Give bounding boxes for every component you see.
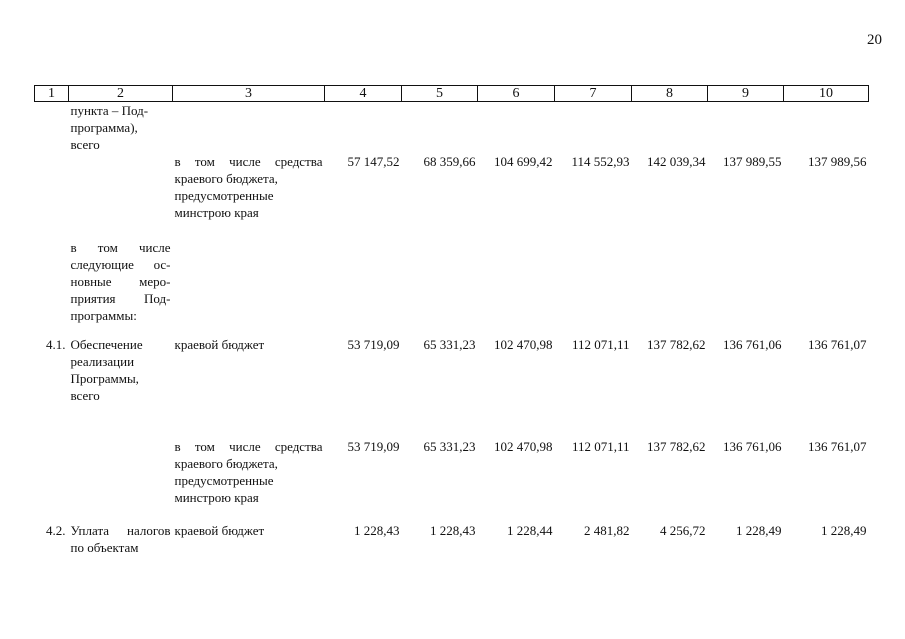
row-name-line: в том числе [70, 240, 171, 255]
row-value [632, 102, 708, 154]
row-name-line: программы: [70, 308, 137, 323]
row-value: 137 989,56 [808, 154, 867, 169]
row-value [784, 102, 869, 154]
header-row [35, 86, 869, 102]
row-value: 1 228,44 [507, 523, 553, 538]
row-source [173, 522, 325, 556]
row-value [478, 102, 555, 154]
row-name-line: программа), [70, 120, 138, 135]
row-source-line: в том числе средства [174, 154, 323, 169]
column-header-10: 10 [784, 86, 869, 102]
row-source [173, 239, 325, 324]
column-header-5: 5 [402, 86, 478, 102]
table-row [35, 522, 869, 556]
row-name-line: приятия Под- [70, 291, 171, 306]
column-header-2: 2 [69, 86, 173, 102]
row-name [69, 522, 173, 556]
row-value: 136 761,07 [808, 337, 867, 352]
table-row [35, 153, 869, 221]
row-source-line: минстрою края [174, 205, 259, 220]
row-value [784, 239, 869, 324]
row-value [708, 102, 784, 154]
row-value [325, 102, 402, 154]
row-value: 65 331,23 [423, 439, 476, 454]
row-source-line: краевого бюджета, [174, 171, 278, 186]
table-spacer [35, 221, 869, 239]
column-header-9: 9 [708, 86, 784, 102]
row-name-line: пункта – Под- [70, 103, 149, 118]
table-row [35, 239, 869, 324]
row-source-line: краевого бюджета, [174, 456, 278, 471]
row-value: 1 228,49 [821, 523, 867, 538]
row-number: 4.1. [46, 337, 66, 352]
row-name-line: всего [70, 137, 100, 152]
column-header-1: 1 [35, 86, 69, 102]
column-header-8: 8 [632, 86, 708, 102]
row-name [69, 102, 173, 154]
row-source-line: минстрою края [174, 490, 259, 505]
table-row [35, 336, 869, 404]
page-number: 20 [867, 32, 882, 48]
column-header-6: 6 [478, 86, 555, 102]
row-source [173, 153, 325, 221]
row-value [555, 102, 632, 154]
row-value: 112 071,11 [571, 439, 630, 454]
row-value: 136 761,06 [723, 439, 782, 454]
row-number [35, 239, 69, 324]
row-value: 114 552,93 [571, 154, 630, 169]
row-value: 68 359,66 [423, 154, 476, 169]
row-value: 136 761,07 [808, 439, 867, 454]
row-value: 53 719,09 [347, 337, 400, 352]
table-row [35, 438, 869, 506]
row-source-line: краевой бюджет [174, 337, 265, 352]
row-value: 112 071,11 [571, 337, 630, 352]
column-header-4: 4 [325, 86, 402, 102]
row-number [35, 102, 69, 154]
row-value: 137 782,62 [647, 439, 706, 454]
column-header-3: 3 [173, 86, 325, 102]
row-source [173, 336, 325, 404]
row-name-line: реализации [70, 354, 135, 369]
row-name-line: Обеспечение [70, 337, 143, 352]
row-source-line: предусмотренные [174, 473, 274, 488]
row-value [478, 239, 555, 324]
row-name-line: следующие ос- [70, 257, 171, 272]
row-value: 57 147,52 [347, 154, 400, 169]
budget-table [34, 85, 869, 556]
row-name [69, 239, 173, 324]
row-name-line: новные меро- [70, 274, 171, 289]
row-value [402, 102, 478, 154]
row-value: 137 989,55 [723, 154, 782, 169]
row-value: 1 228,43 [430, 523, 476, 538]
row-name-line: по объектам [70, 540, 139, 555]
column-header-7: 7 [555, 86, 632, 102]
table-spacer [35, 404, 869, 438]
row-name-line: Уплата налогов [70, 523, 171, 538]
table-spacer [35, 324, 869, 336]
row-value [708, 239, 784, 324]
row-value: 1 228,49 [736, 523, 782, 538]
row-source [173, 102, 325, 154]
row-name-line: всего [70, 388, 100, 403]
row-name [69, 153, 173, 221]
row-name-line: Программы, [70, 371, 139, 386]
row-value: 4 256,72 [660, 523, 706, 538]
row-value: 136 761,06 [723, 337, 782, 352]
row-number [35, 153, 69, 221]
row-name [69, 438, 173, 506]
row-value: 65 331,23 [423, 337, 476, 352]
row-source-line: краевой бюджет [174, 523, 265, 538]
table-spacer [35, 506, 869, 522]
row-value [632, 239, 708, 324]
row-value: 142 039,34 [647, 154, 706, 169]
row-source-line: предусмотренные [174, 188, 274, 203]
row-value: 137 782,62 [647, 337, 706, 352]
row-name [69, 336, 173, 404]
row-number: 4.2. [46, 523, 66, 538]
table-row [35, 102, 869, 154]
row-value [402, 239, 478, 324]
row-value: 2 481,82 [584, 523, 630, 538]
row-value: 1 228,43 [354, 523, 400, 538]
row-source [173, 438, 325, 506]
row-number [35, 438, 69, 506]
row-value: 102 470,98 [494, 439, 553, 454]
row-value [325, 239, 402, 324]
row-value: 53 719,09 [347, 439, 400, 454]
row-value: 104 699,42 [494, 154, 553, 169]
row-value [555, 239, 632, 324]
row-value: 102 470,98 [494, 337, 553, 352]
row-source-line: в том числе средства [174, 439, 323, 454]
